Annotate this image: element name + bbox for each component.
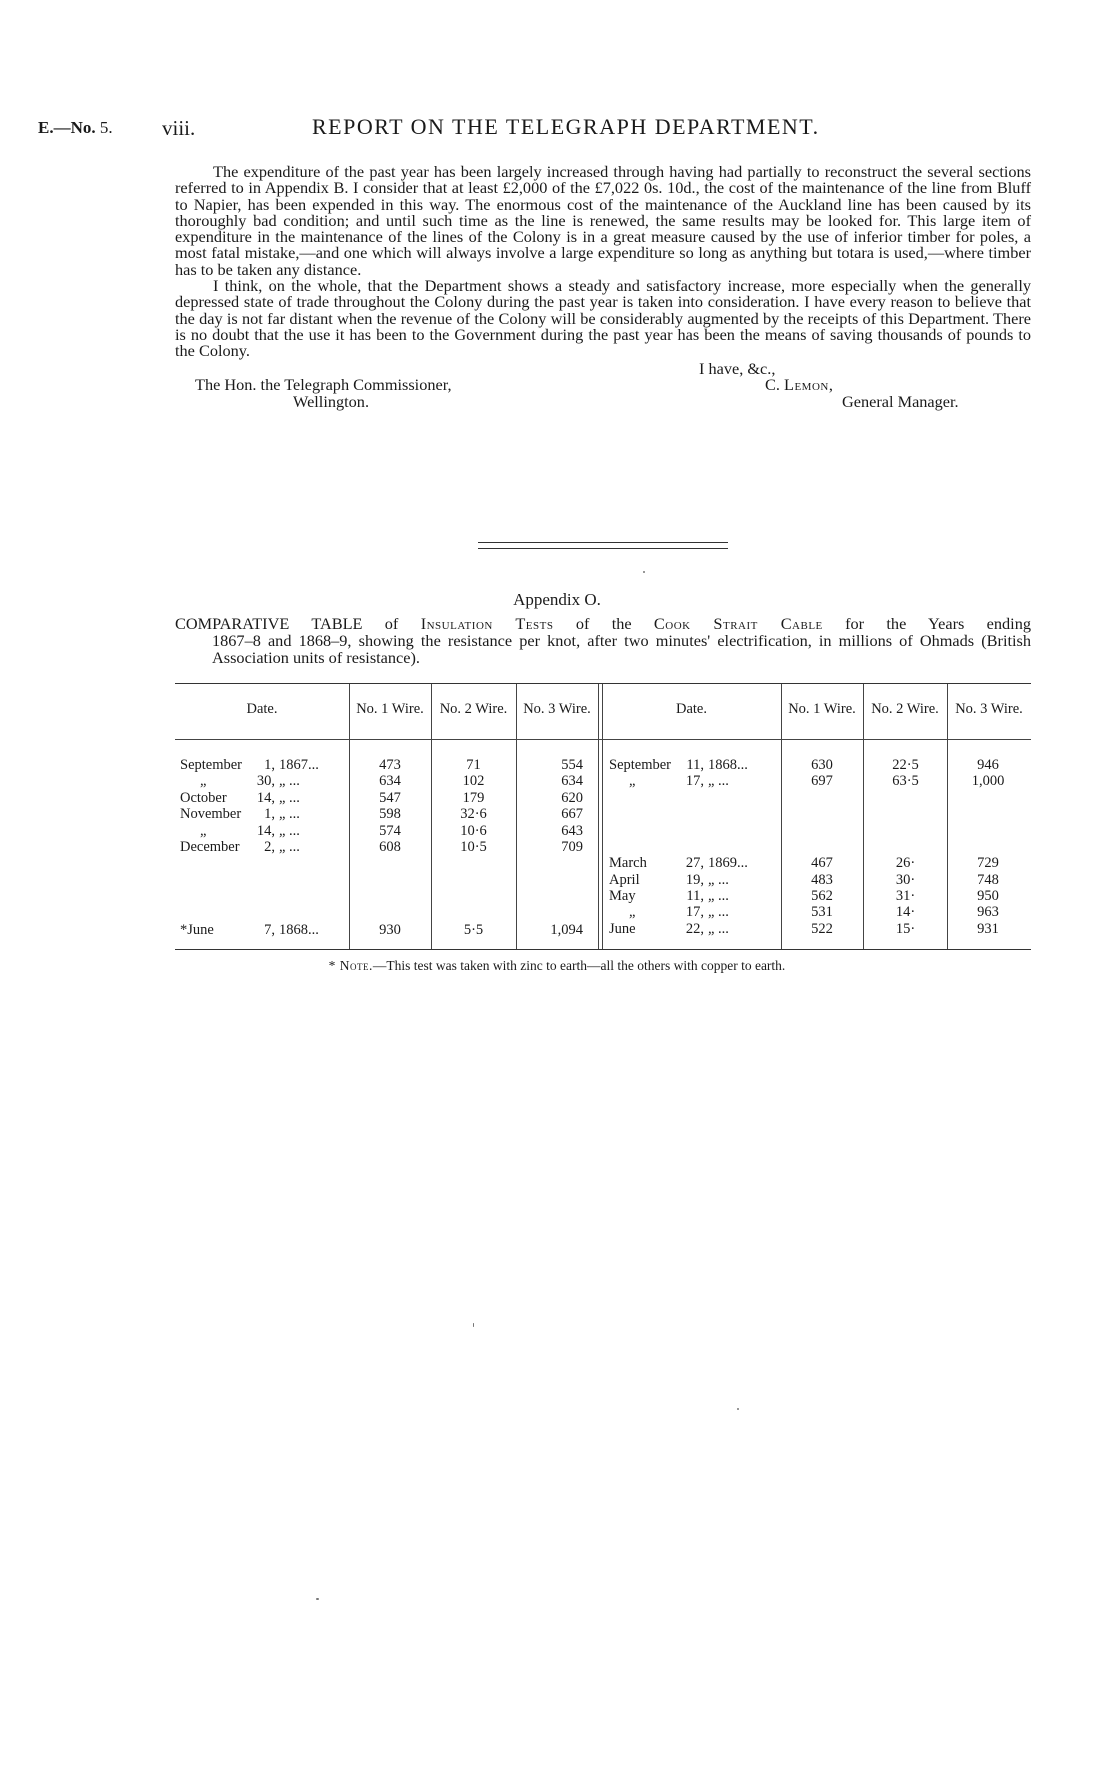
date-year-cell: „ ... — [279, 806, 300, 822]
wire-1-cell: 930 — [379, 922, 401, 938]
column-header: No. 1 Wire. — [788, 701, 856, 717]
date-year-cell: „ ... — [279, 790, 300, 806]
column-header: No. 1 Wire. — [356, 701, 424, 717]
addressee-place: Wellington. — [293, 391, 370, 411]
signer-title: General Manager. — [842, 391, 959, 411]
wire-1-cell: 630 — [811, 757, 833, 773]
date-day-cell: 17, — [685, 904, 704, 920]
date-year-cell: „ ... — [279, 823, 300, 839]
column-header: Date. — [246, 701, 278, 717]
wire-2-cell: 32·6 — [460, 806, 487, 822]
scan-speck — [643, 571, 645, 573]
letter-paragraph: I think, on the whole, that the Department shows a steady and satisfactory increase, more especially when the generally depressed state of trade throughout the Colony during the past year is taken into consideration. I have every reason to believe that the day is not far distant when the revenue of the Colony will be considerably augmented by the receipts of this Department. There is no doubt that the use it has been to the Government during the past year has been the means of saving thousands of pounds to the Colony. — [175, 276, 1031, 361]
column-divider — [602, 684, 603, 949]
date-month-cell: „ — [200, 823, 207, 839]
section-divider — [478, 542, 728, 549]
date-month-cell: May — [609, 888, 636, 904]
wire-2-cell: 30· — [895, 872, 916, 888]
date-year-cell: „ ... — [279, 773, 300, 789]
column-header: No. 2 Wire. — [439, 701, 508, 717]
scan-speck — [737, 1408, 739, 1410]
date-day-cell: 22, — [685, 921, 704, 937]
page-title: REPORT ON THE TELEGRAPH DEPARTMENT. — [312, 114, 820, 139]
wire-3-cell: 709 — [561, 839, 583, 855]
wire-3-cell: 1,094 — [550, 922, 583, 938]
date-year-cell: 1868... — [279, 922, 319, 938]
wire-1-cell: 574 — [379, 823, 401, 839]
header-rule — [175, 739, 1031, 740]
date-day-cell: 19, — [685, 872, 704, 888]
paper-ref-letter: E.—No. — [38, 118, 96, 137]
date-month-cell: March — [609, 855, 647, 871]
wire-1-cell: 697 — [811, 773, 833, 789]
wire-1-cell: 531 — [811, 904, 833, 920]
column-header: Date. — [676, 701, 707, 717]
date-year-cell: „ ... — [279, 839, 300, 855]
wire-3-cell: 1,000 — [971, 773, 1005, 789]
date-day-cell: 14, — [256, 790, 275, 806]
caption-text: of the — [575, 614, 632, 633]
caption-smallcaps: Insulation Tests — [420, 614, 554, 633]
wire-3-cell: 634 — [561, 773, 583, 789]
wire-1-cell: 634 — [379, 773, 401, 789]
date-year-cell: „ ... — [708, 904, 729, 920]
caption-continuation: 1867–8 and 1868–9, showing the resistance per knot, after two minutes' electrification, in millions of Ohmads (British Association units of resistance). — [212, 631, 1031, 667]
date-year-cell: „ ... — [708, 773, 729, 789]
caption-text: COMPARATIVE TABLE of — [175, 614, 399, 633]
date-year-cell: „ ... — [708, 921, 729, 937]
date-day-cell: 2, — [264, 839, 275, 855]
date-day-cell: 7, — [264, 922, 275, 938]
table-caption — [175, 615, 1031, 666]
signer-name — [765, 374, 834, 394]
date-year-cell: 1868... — [708, 757, 748, 773]
letter-paragraph: The expenditure of the past year has been largely increased through having had partially to reconstruct the several sections referred to in Appendix B. I consider that at least £2,000 of the £7,022 0s. 10d., the cost of the maintenance of the line from Bluff to Napier, has been expended in this way. The enormous cost of the maintenance of the Auckland line has been caused by its thoroughly bad condition; and until such time as the line is renewed, the same results may be looked for. This large item of expenditure in the maintenance of the lines of the Colony is in a great measure caused by the use of inferior timber for poles, a most fatal mistake,—and one which will always involve a large expenditure so long as anything but totara is used,—where timber has to be taken any distance. — [175, 162, 1031, 279]
date-month-cell: April — [609, 872, 640, 888]
wire-3-cell: 643 — [561, 823, 583, 839]
wire-2-cell: 14· — [895, 904, 916, 920]
wire-3-cell: 748 — [977, 872, 999, 888]
footnote-label: * Note. — [328, 958, 373, 973]
wire-3-cell: 946 — [977, 757, 999, 773]
paper-ref-number: 5. — [99, 118, 113, 137]
date-day-cell: 27, — [685, 855, 704, 871]
wire-3-cell: 963 — [977, 904, 999, 920]
caption-first-line — [175, 615, 1031, 632]
letter-body — [175, 164, 1031, 419]
wire-2-cell: 15· — [895, 921, 916, 937]
date-month-cell: June — [609, 921, 636, 937]
date-year-cell: „ ... — [708, 872, 729, 888]
column-header: No. 2 Wire. — [871, 701, 939, 717]
date-day-cell: 17, — [685, 773, 704, 789]
date-month-cell: September — [609, 757, 672, 773]
wire-1-cell: 522 — [811, 921, 833, 937]
wire-2-cell: 10·5 — [460, 839, 487, 855]
caption-smallcaps: Cook Strait Cable — [653, 614, 823, 633]
wire-1-cell: 598 — [379, 806, 401, 822]
date-day-cell: 1, — [264, 806, 275, 822]
appendix-heading: Appendix O. — [513, 590, 601, 609]
date-year-cell: 1867... — [279, 757, 319, 773]
wire-1-cell: 473 — [379, 757, 401, 773]
column-header: No. 3 Wire. — [955, 701, 1023, 717]
caption-text: for the Years ending — [845, 614, 1031, 633]
wire-2-cell: 10·6 — [460, 823, 487, 839]
date-day-cell: 11, — [686, 888, 704, 904]
date-month-cell: September — [180, 757, 243, 773]
wire-3-cell: 931 — [977, 921, 999, 937]
wire-3-cell: 950 — [977, 888, 999, 904]
column-header: No. 3 Wire. — [523, 701, 591, 717]
date-month-cell: December — [180, 839, 240, 855]
table-footnote — [0, 958, 1114, 974]
date-month-cell: „ — [629, 904, 636, 920]
paper-reference — [38, 118, 113, 138]
wire-1-cell: 547 — [379, 790, 401, 806]
wire-2-cell: 5·5 — [463, 922, 484, 938]
wire-2-cell: 31· — [895, 888, 916, 904]
date-day-cell: 14, — [256, 823, 275, 839]
page-number: viii. — [162, 116, 196, 140]
signer-surname: Lemon, — [784, 374, 834, 394]
wire-2-cell: 63·5 — [892, 773, 919, 789]
date-month-cell: November — [180, 806, 242, 822]
wire-2-cell: 22·5 — [892, 757, 919, 773]
date-day-cell: 30, — [256, 773, 275, 789]
date-month-cell: „ — [629, 773, 636, 789]
date-month-cell: „ — [200, 773, 207, 789]
date-day-cell: 1, — [264, 757, 275, 773]
column-divider — [598, 684, 599, 949]
footnote-text: —This test was taken with zinc to earth—all the others with copper to earth. — [372, 958, 786, 973]
date-month-cell: October — [180, 790, 227, 806]
wire-1-cell: 467 — [811, 855, 833, 871]
scan-speck — [473, 1323, 474, 1327]
scan-speck — [316, 1598, 319, 1600]
insulation-tests-table — [175, 683, 1031, 950]
wire-3-cell: 620 — [561, 790, 583, 806]
signer-initial: C. — [765, 374, 780, 394]
date-year-cell: 1869... — [708, 855, 748, 871]
date-day-cell: 11, — [686, 757, 704, 773]
addressee-line: The Hon. the Telegraph Commissioner, — [195, 374, 452, 394]
wire-2-cell: 26· — [895, 855, 916, 871]
letter-signature-block — [175, 358, 1031, 419]
wire-1-cell: 483 — [811, 872, 833, 888]
wire-3-cell: 554 — [561, 757, 583, 773]
wire-3-cell: 667 — [561, 806, 583, 822]
wire-2-cell: 102 — [462, 773, 485, 789]
wire-1-cell: 562 — [811, 888, 833, 904]
date-month-cell: *June — [180, 922, 214, 938]
wire-2-cell: 179 — [462, 790, 485, 806]
date-year-cell: „ ... — [708, 888, 729, 904]
closing-line: I have, &c., — [699, 358, 776, 378]
wire-2-cell: 71 — [466, 757, 481, 773]
wire-3-cell: 729 — [977, 855, 999, 871]
wire-1-cell: 608 — [379, 839, 401, 855]
